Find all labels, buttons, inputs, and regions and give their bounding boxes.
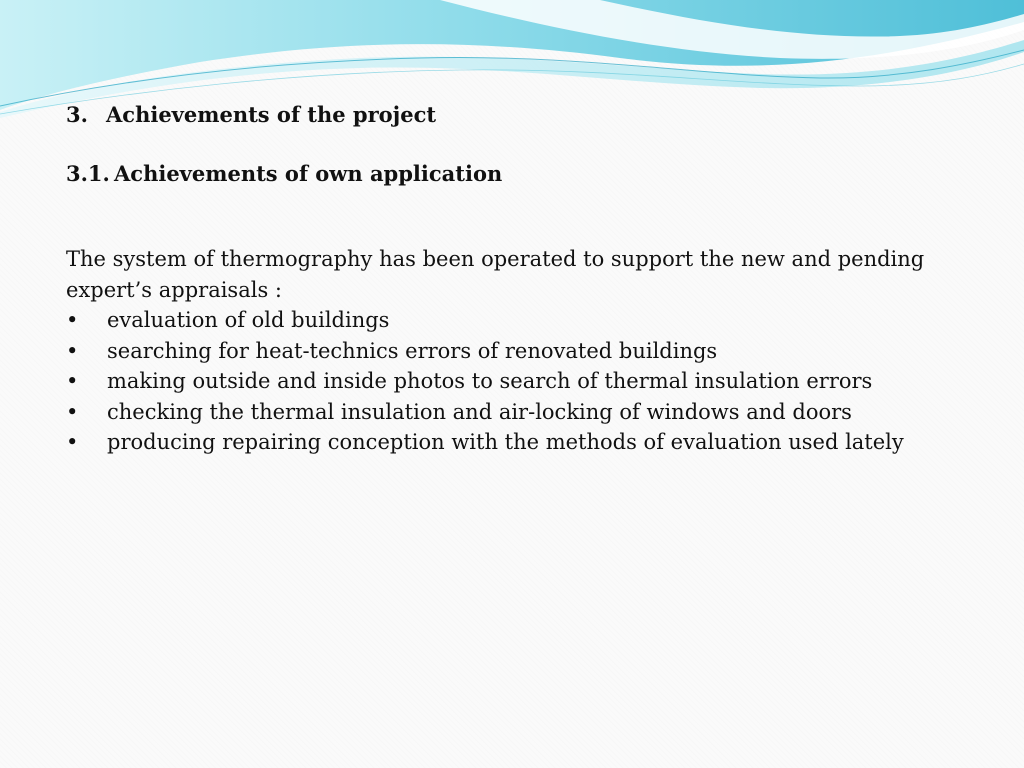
bullet-list [66,305,966,458]
bullet-marker: • [66,399,79,424]
list-item-text: checking the thermal insulation and air-locking of windows and doors [107,399,852,424]
list-item-text: searching for heat-technics errors of renovated buildings [107,338,718,363]
list-item-text: producing repairing conception with the methods of evaluation used lately [107,430,904,455]
section-heading [66,102,966,127]
subsection-title: Achievements of own application [114,161,503,187]
bullet-marker: • [66,338,79,363]
list-item-text: making outside and inside photos to search of thermal insulation errors [107,369,873,394]
bullet-marker: • [66,369,79,394]
list-item [66,366,966,397]
list-item-text: evaluation of old buildings [107,308,390,333]
subsection-heading [66,161,966,186]
subsection-number: 3.1. [66,161,110,187]
slide-content [66,98,966,458]
list-item [66,397,966,428]
bullet-marker: • [66,430,79,455]
list-item [66,336,966,367]
list-item [66,427,966,458]
intro-paragraph: The system of thermography has been operated to support the new and pending expert’s appraisals : [66,247,925,302]
list-item [66,305,966,336]
section-title: Achievements of the project [106,102,437,127]
section-number: 3. [66,102,88,127]
bullet-marker: • [66,308,79,333]
